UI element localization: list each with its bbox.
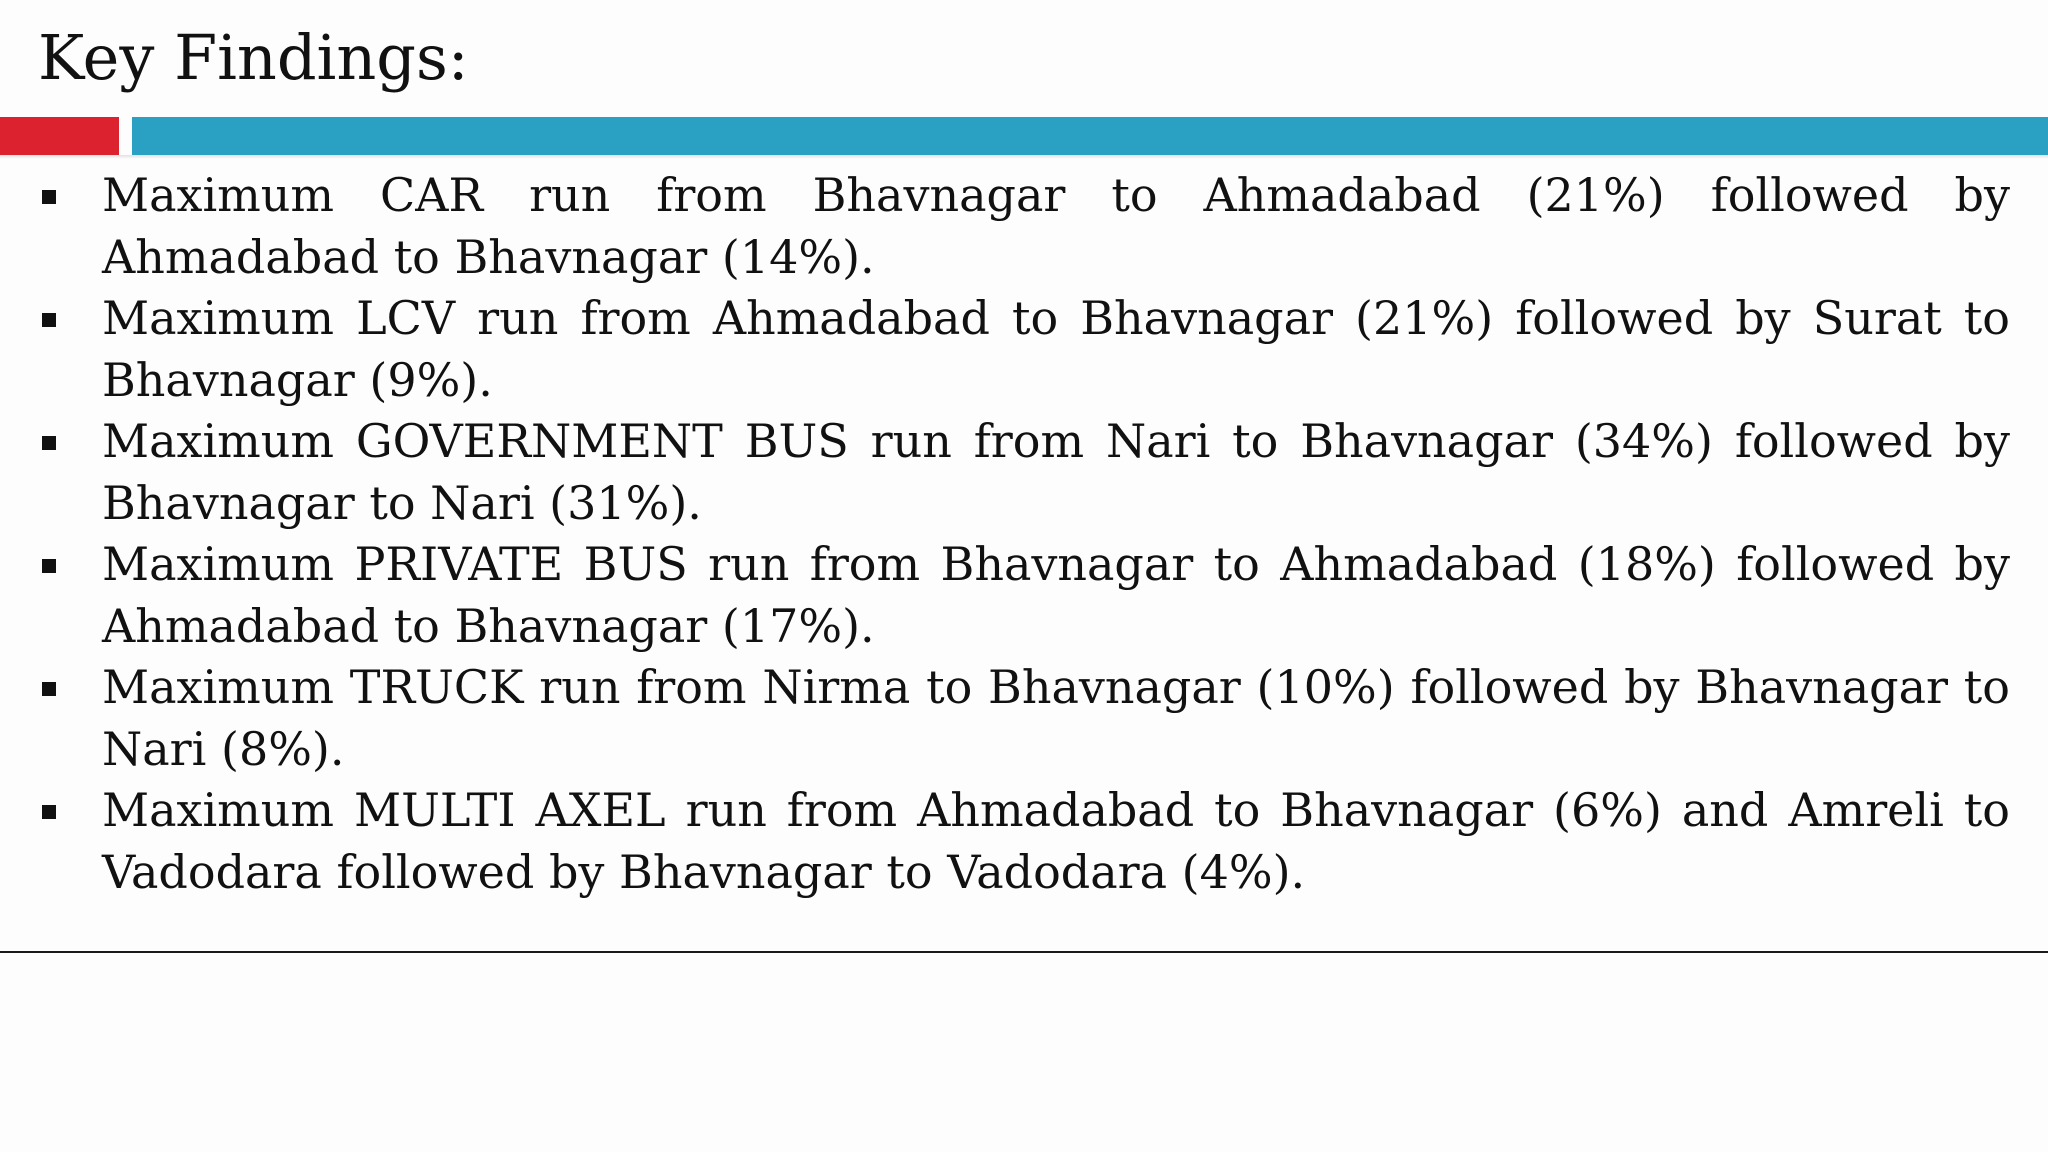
finding-item — [102, 780, 2010, 903]
finding-item — [102, 411, 2010, 534]
accent-bar-blue — [132, 117, 2048, 155]
square-bullet-icon — [42, 190, 56, 204]
square-bullet-icon — [42, 805, 56, 819]
square-bullet-icon — [42, 559, 56, 573]
finding-text: Maximum LCV run from Ahmadabad to Bhavnagar (21%) followed by Surat to Bhavnagar (9%). — [102, 291, 2010, 407]
findings-list — [0, 165, 2048, 903]
accent-bar-red — [0, 117, 119, 155]
square-bullet-icon — [42, 436, 56, 450]
finding-item — [102, 288, 2010, 411]
finding-text: Maximum MULTI AXEL run from Ahmadabad to Bhavnagar (6%) and Amreli to Vadodara followed by Bhavnagar to Vadodara (4%). — [102, 783, 2010, 899]
finding-text: Maximum GOVERNMENT BUS run from Nari to Bhavnagar (34%) followed by Bhavnagar to Nari (31%). — [102, 414, 2010, 530]
finding-text: Maximum TRUCK run from Nirma to Bhavnagar (10%) followed by Bhavnagar to Nari (8%). — [102, 660, 2010, 776]
square-bullet-icon — [42, 682, 56, 696]
bottom-divider — [0, 951, 2048, 953]
finding-item — [102, 165, 2010, 288]
finding-item — [102, 657, 2010, 780]
finding-item — [102, 534, 2010, 657]
finding-text: Maximum CAR run from Bhavnagar to Ahmadabad (21%) followed by Ahmadabad to Bhavnagar (14%). — [102, 168, 2010, 284]
finding-text: Maximum PRIVATE BUS run from Bhavnagar to Ahmadabad (18%) followed by Ahmadabad to Bhavnagar (17%). — [102, 537, 2010, 653]
accent-bar-shadow — [0, 155, 2048, 159]
square-bullet-icon — [42, 313, 56, 327]
slide-title: Key Findings: — [38, 21, 469, 94]
